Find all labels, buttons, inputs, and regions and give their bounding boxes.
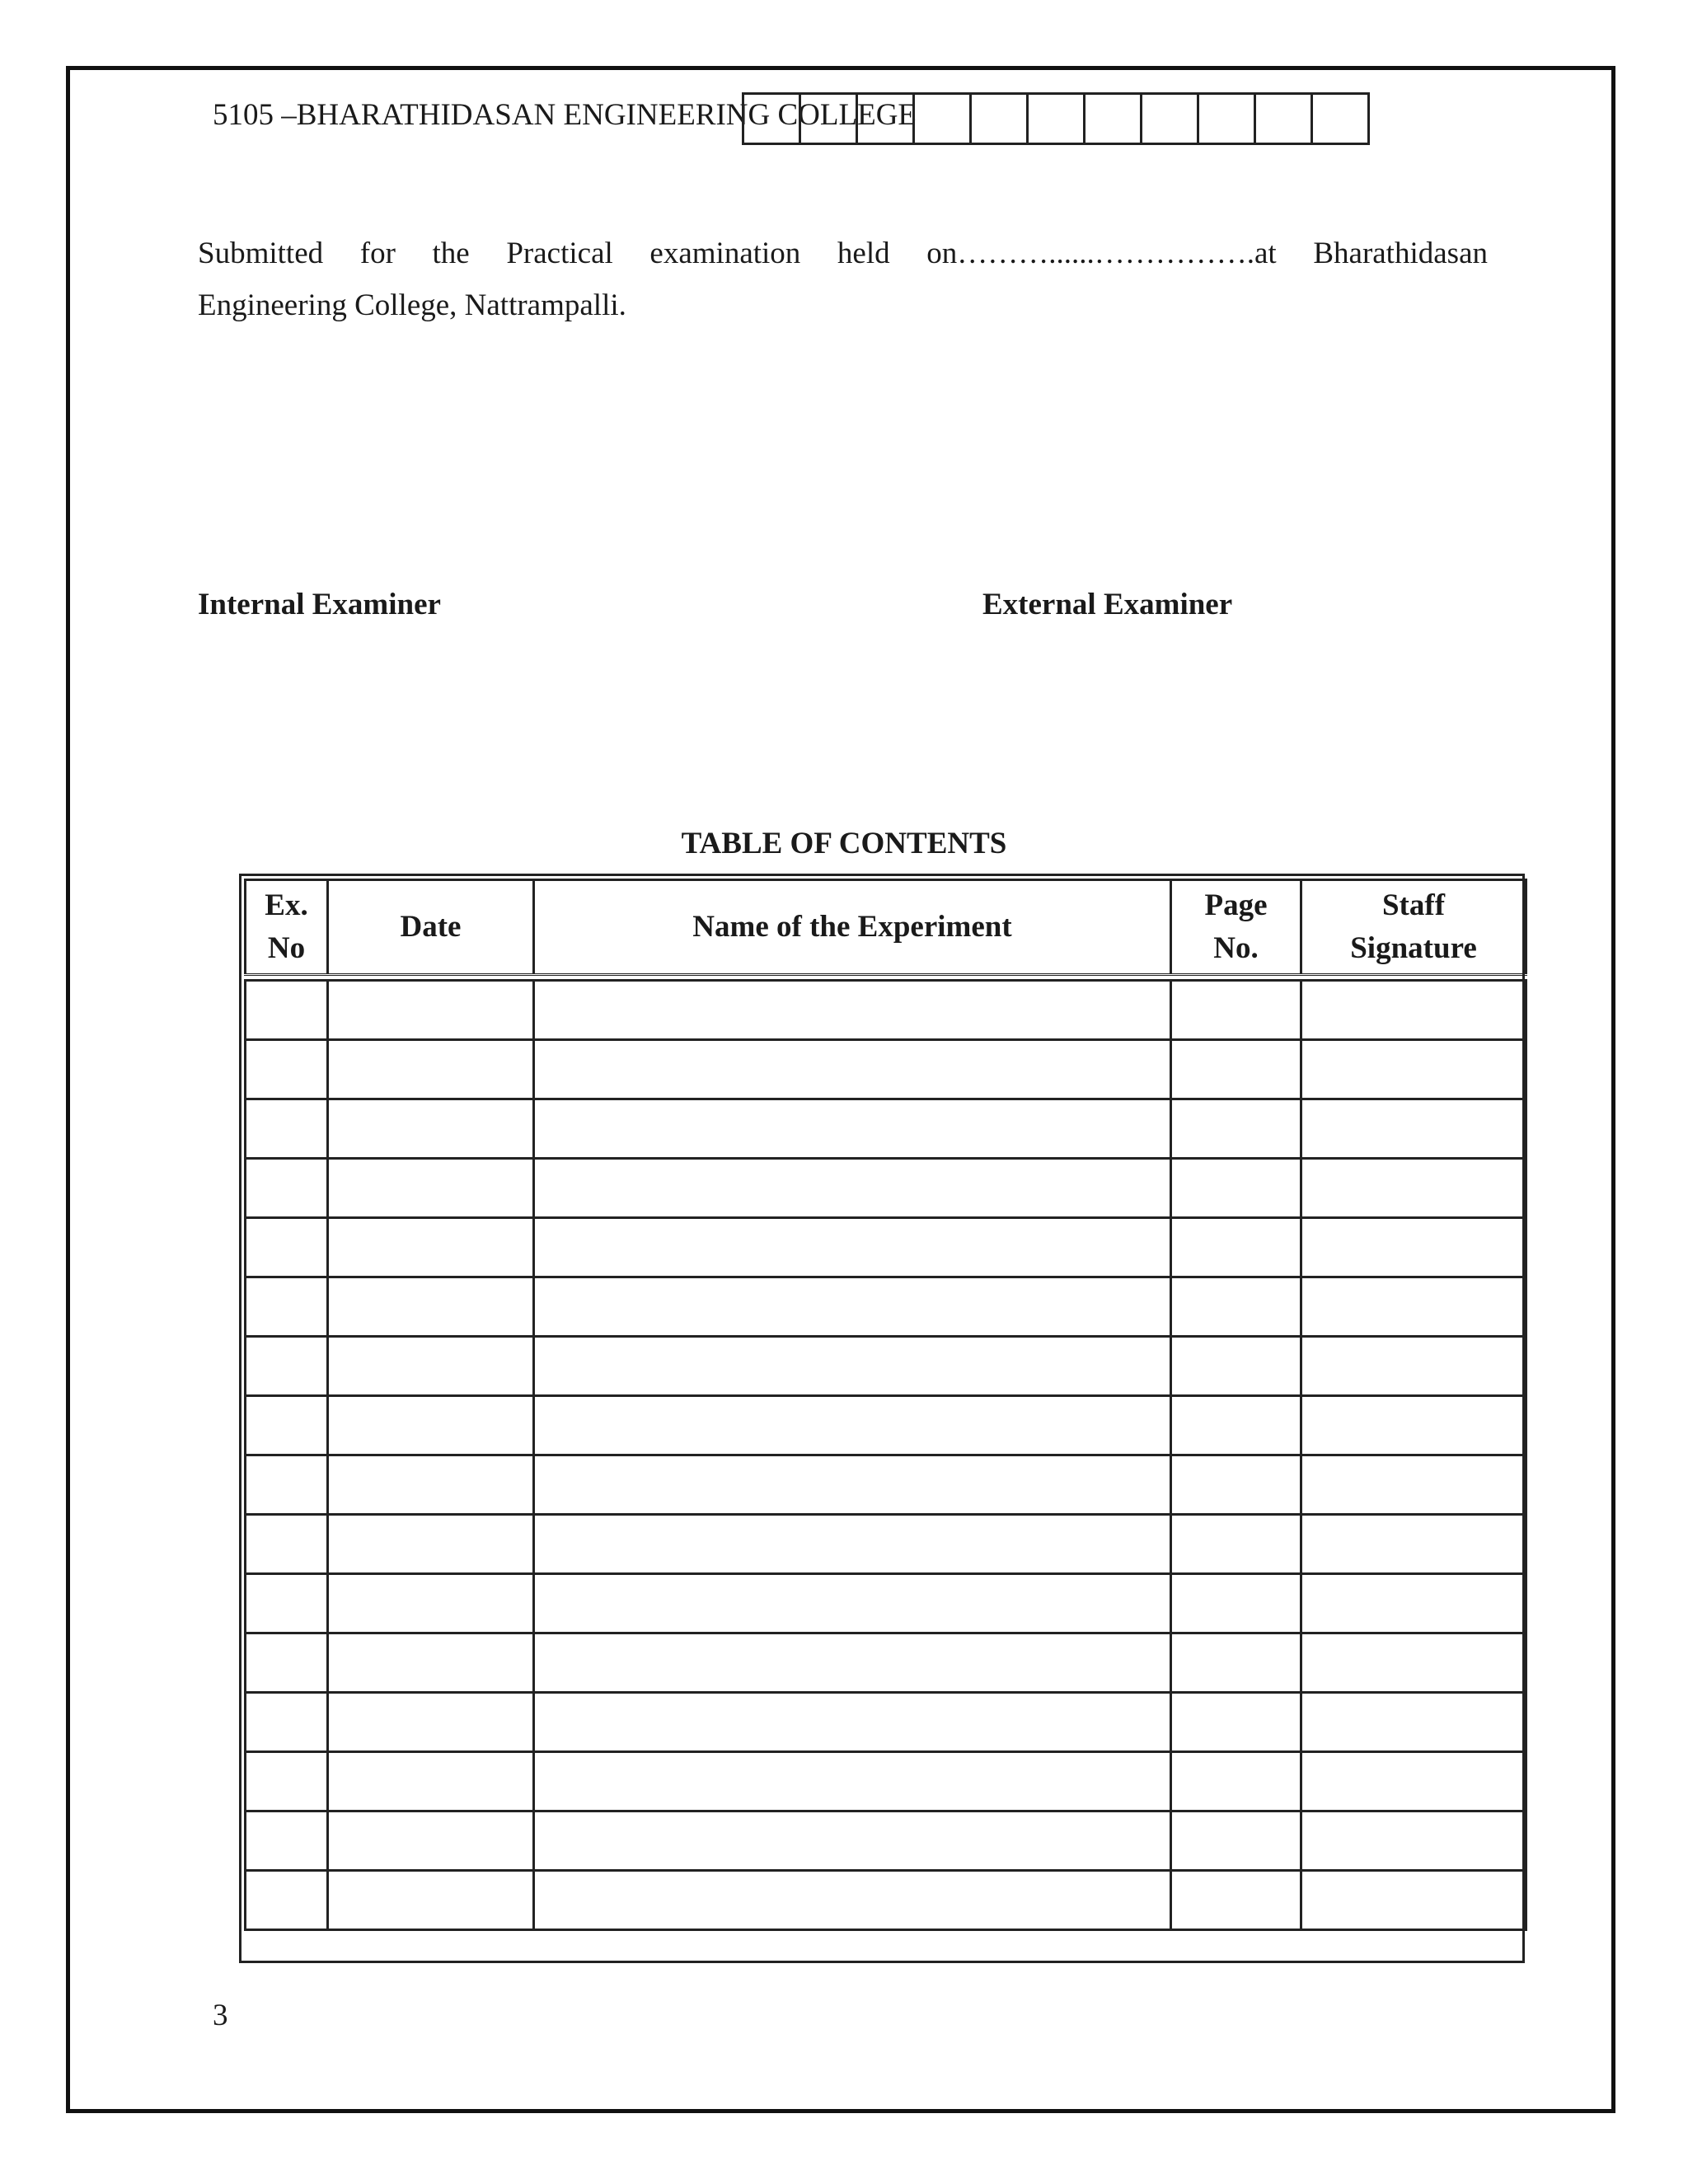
cell-experiment-name[interactable] [534, 1752, 1171, 1811]
toc-body [246, 975, 1526, 1930]
submission-statement-line1: Submitted for the Practical examination held on………......…………….at Bharathidasan [198, 237, 1488, 270]
cell-experiment-name[interactable] [534, 981, 1171, 1040]
cell-experiment-name[interactable] [534, 1099, 1171, 1159]
cell-experiment-name[interactable] [534, 1337, 1171, 1396]
cell-staff-signature[interactable] [1301, 1633, 1526, 1693]
cell-staff-signature[interactable] [1301, 1337, 1526, 1396]
col-header-page-no-line2: No. [1213, 931, 1259, 965]
cell-page-no[interactable] [1171, 1040, 1301, 1099]
register-number-box[interactable] [1140, 92, 1199, 145]
cell-experiment-name[interactable] [534, 1277, 1171, 1337]
toc-row [246, 1396, 1526, 1455]
cell-ex-no[interactable] [246, 1871, 328, 1930]
cell-ex-no[interactable] [246, 1040, 328, 1099]
cell-staff-signature[interactable] [1301, 1396, 1526, 1455]
cell-staff-signature[interactable] [1301, 1871, 1526, 1930]
cell-ex-no[interactable] [246, 1515, 328, 1574]
toc-row [246, 1693, 1526, 1752]
cell-page-no[interactable] [1171, 1574, 1301, 1633]
register-number-box[interactable] [1026, 92, 1085, 145]
register-number-box[interactable] [1311, 92, 1370, 145]
cell-experiment-name[interactable] [534, 1159, 1171, 1218]
cell-page-no[interactable] [1171, 1277, 1301, 1337]
cell-page-no[interactable] [1171, 1693, 1301, 1752]
cell-date[interactable] [328, 1337, 534, 1396]
register-number-box[interactable] [856, 92, 915, 145]
register-number-box[interactable] [1197, 92, 1256, 145]
col-header-experiment-name [534, 880, 1171, 975]
toc-row [246, 1811, 1526, 1871]
cell-date[interactable] [328, 1277, 534, 1337]
register-number-box[interactable] [912, 92, 972, 145]
toc-row [246, 1277, 1526, 1337]
toc-table [244, 879, 1527, 1931]
cell-date[interactable] [328, 1752, 534, 1811]
cell-page-no[interactable] [1171, 1633, 1301, 1693]
col-header-ex-no-line1: Ex. [265, 888, 308, 922]
cell-ex-no[interactable] [246, 1811, 328, 1871]
register-number-boxes [742, 92, 1370, 145]
page-number: 3 [213, 1999, 228, 2032]
cell-experiment-name[interactable] [534, 1693, 1171, 1752]
cell-page-no[interactable] [1171, 1515, 1301, 1574]
external-examiner-label: External Examiner [982, 588, 1233, 621]
cell-ex-no[interactable] [246, 981, 328, 1040]
cell-date[interactable] [328, 1871, 534, 1930]
cell-date[interactable] [328, 1040, 534, 1099]
toc-row [246, 1337, 1526, 1396]
cell-date[interactable] [328, 1574, 534, 1633]
cell-staff-signature[interactable] [1301, 1515, 1526, 1574]
col-header-page-no [1171, 880, 1301, 975]
toc-row [246, 1574, 1526, 1633]
cell-staff-signature[interactable] [1301, 1040, 1526, 1099]
toc-row [246, 1515, 1526, 1574]
cell-date[interactable] [328, 1396, 534, 1455]
cell-staff-signature[interactable] [1301, 1455, 1526, 1515]
cell-experiment-name[interactable] [534, 1811, 1171, 1871]
cell-ex-no[interactable] [246, 1574, 328, 1633]
cell-staff-signature[interactable] [1301, 981, 1526, 1040]
cell-ex-no[interactable] [246, 1277, 328, 1337]
cell-staff-signature[interactable] [1301, 1099, 1526, 1159]
register-number-box[interactable] [742, 92, 801, 145]
cell-date[interactable] [328, 1218, 534, 1277]
toc-row [246, 1040, 1526, 1099]
toc-title: TABLE OF CONTENTS [681, 827, 1007, 860]
cell-experiment-name[interactable] [534, 1396, 1171, 1455]
register-number-box[interactable] [1083, 92, 1142, 145]
col-header-ex-no [246, 880, 328, 975]
cell-staff-signature[interactable] [1301, 1159, 1526, 1218]
cell-ex-no[interactable] [246, 1099, 328, 1159]
col-header-page-no-line1: Page [1204, 888, 1268, 922]
col-header-date-label: Date [400, 910, 462, 944]
cell-date[interactable] [328, 1693, 534, 1752]
header-separator [246, 975, 1526, 981]
cell-experiment-name[interactable] [534, 1515, 1171, 1574]
cell-ex-no[interactable] [246, 1337, 328, 1396]
cell-ex-no[interactable] [246, 1159, 328, 1218]
cell-staff-signature[interactable] [1301, 1277, 1526, 1337]
toc-row [246, 1455, 1526, 1515]
toc-row [246, 1871, 1526, 1930]
cell-page-no[interactable] [1171, 1752, 1301, 1811]
col-header-date [328, 880, 534, 975]
internal-examiner-label: Internal Examiner [198, 588, 441, 621]
cell-date[interactable] [328, 1099, 534, 1159]
col-header-experiment-name-label: Name of the Experiment [692, 910, 1012, 944]
cell-page-no[interactable] [1171, 1455, 1301, 1515]
cell-staff-signature[interactable] [1301, 1811, 1526, 1871]
toc-header-row [246, 880, 1526, 975]
submission-statement-line2: Engineering College, Nattrampalli. [198, 288, 626, 322]
cell-staff-signature[interactable] [1301, 1574, 1526, 1633]
cell-page-no[interactable] [1171, 1099, 1301, 1159]
cell-ex-no[interactable] [246, 1752, 328, 1811]
cell-date[interactable] [328, 1515, 534, 1574]
header-separator-cell [246, 975, 1526, 981]
register-number-box[interactable] [969, 92, 1029, 145]
college-header: 5105 –BHARATHIDASAN ENGINEERING COLLEGE [213, 98, 917, 132]
toc-table-frame [239, 874, 1525, 1963]
cell-date[interactable] [328, 1811, 534, 1871]
cell-staff-signature[interactable] [1301, 1752, 1526, 1811]
cell-experiment-name[interactable] [534, 1871, 1171, 1930]
register-number-box[interactable] [1254, 92, 1313, 145]
cell-date[interactable] [328, 1159, 534, 1218]
cell-page-no[interactable] [1171, 1811, 1301, 1871]
cell-page-no[interactable] [1171, 1396, 1301, 1455]
col-header-staff-signature-line2: Signature [1350, 931, 1477, 965]
cell-experiment-name[interactable] [534, 1040, 1171, 1099]
cell-page-no[interactable] [1171, 981, 1301, 1040]
cell-page-no[interactable] [1171, 1218, 1301, 1277]
cell-experiment-name[interactable] [534, 1574, 1171, 1633]
cell-ex-no[interactable] [246, 1396, 328, 1455]
cell-date[interactable] [328, 981, 534, 1040]
cell-experiment-name[interactable] [534, 1633, 1171, 1693]
toc-row [246, 1159, 1526, 1218]
toc-row [246, 1218, 1526, 1277]
toc-row [246, 981, 1526, 1040]
col-header-staff-signature [1301, 880, 1526, 975]
cell-ex-no[interactable] [246, 1693, 328, 1752]
cell-page-no[interactable] [1171, 1337, 1301, 1396]
cell-page-no[interactable] [1171, 1871, 1301, 1930]
toc-row [246, 1099, 1526, 1159]
cell-page-no[interactable] [1171, 1159, 1301, 1218]
cell-experiment-name[interactable] [534, 1218, 1171, 1277]
cell-experiment-name[interactable] [534, 1455, 1171, 1515]
toc-row [246, 1633, 1526, 1693]
cell-staff-signature[interactable] [1301, 1218, 1526, 1277]
cell-date[interactable] [328, 1455, 534, 1515]
cell-ex-no[interactable] [246, 1633, 328, 1693]
col-header-ex-no-line2: No [267, 931, 306, 965]
cell-ex-no[interactable] [246, 1218, 328, 1277]
cell-date[interactable] [328, 1633, 534, 1693]
cell-staff-signature[interactable] [1301, 1693, 1526, 1752]
toc-row [246, 1752, 1526, 1811]
register-number-box[interactable] [799, 92, 858, 145]
col-header-staff-signature-line1: Staff [1381, 888, 1446, 922]
cell-ex-no[interactable] [246, 1455, 328, 1515]
